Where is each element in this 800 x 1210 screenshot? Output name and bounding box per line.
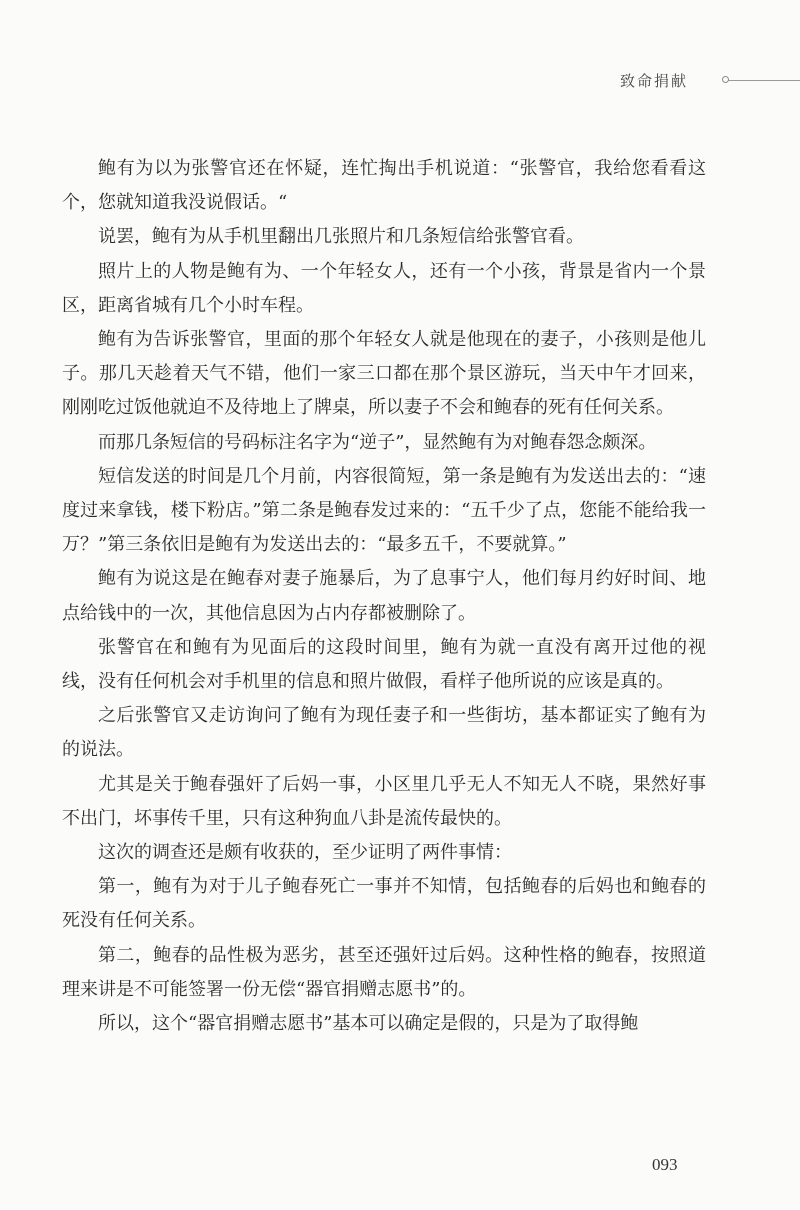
paragraph: 说罢，鲍有为从手机里翻出几张照片和几条短信给张警官看。 [98, 226, 584, 248]
paragraph: 尤其是关于鲍春强奸了后妈一事，小区里几乎无人不知无人不晓，果然好事不出门，坏事传千里，只有这种狗血八卦是流传最快的。 [62, 773, 706, 829]
body-text [62, 152, 706, 1041]
running-header: 致命捐献 [620, 72, 689, 90]
paragraph: 而那几条短信的号码标注名字为“逆子”，显然鲍有为对鲍春怨念颇深。 [98, 431, 657, 453]
paragraph: 第一，鲍有为对于儿子鲍春死亡一事并不知情，包括鲍春的后妈也和鲍春的死没有任何关系。 [62, 876, 706, 932]
paragraph: 这次的调查还是颇有收获的，至少证明了两件事情： [98, 842, 512, 864]
paragraph: 第二，鲍春的品性极为恶劣，甚至还强奸过后妈。这种性格的鲍春，按照道理来讲是不可能签署一份无偿“器官捐赠志愿书”的。 [62, 944, 706, 1000]
paragraph: 短信发送的时间是几个月前，内容很简短，第一条是鲍有为发送出去的：“速度过来拿钱，楼下粉店。”第二条是鲍春发过来的：“五千少了点，您能不能给我一万？”第三条依旧是鲍有为发送出去的：“最多五千，不要就算。” [62, 465, 706, 556]
paragraph: 照片上的人物是鲍有为、一个年轻女人，还有一个小孩，背景是省内一个景区，距离省城有几个小时车程。 [62, 260, 706, 316]
header-rule [728, 80, 800, 81]
page-number: 093 [652, 1155, 678, 1174]
paragraph: 之后张警官又走访询问了鲍有为现任妻子和一些街坊，基本都证实了鲍有为的说法。 [62, 705, 706, 761]
paragraph: 鲍有为以为张警官还在怀疑，连忙掏出手机说道：“张警官，我给您看看这个，您就知道我没说假话。“ [62, 158, 706, 214]
paragraph: 鲍有为说这是在鲍春对妻子施暴后，为了息事宁人，他们每月约好时间、地点给钱中的一次，其他信息因为占内存都被删除了。 [62, 568, 706, 624]
paragraph: 张警官在和鲍有为见面后的这段时间里，鲍有为就一直没有离开过他的视线，没有任何机会对手机里的信息和照片做假，看样子他所说的应该是真的。 [62, 636, 706, 693]
paragraph: 鲍有为告诉张警官，里面的那个年轻女人就是他现在的妻子，小孩则是他儿子。那几天趁着天气不错，他们一家三口都在那个景区游玩，当天中午才回来，刚刚吃过饭他就迫不及待地上了牌桌，所以妻子不会和鲍春的死有任何关系。 [62, 329, 706, 419]
paragraph: 所以，这个“器官捐赠志愿书”基本可以确定是假的，只是为了取得鲍 [98, 1013, 639, 1035]
